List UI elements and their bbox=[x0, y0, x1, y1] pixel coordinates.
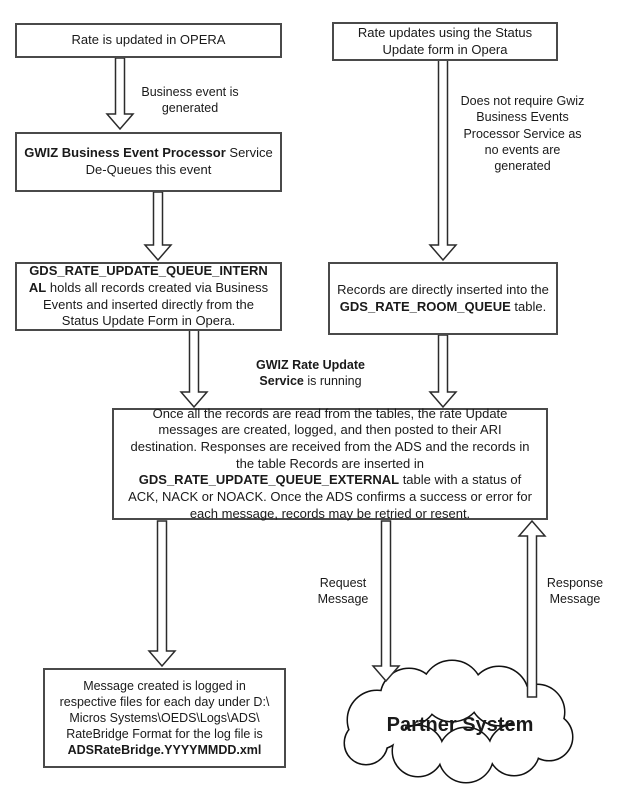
box-log-line2: respective files for each day under D:\ bbox=[59, 695, 270, 709]
box-room-queue-line2 bbox=[340, 299, 546, 316]
label-request-message bbox=[303, 575, 383, 608]
box-central-line1: Once all the records are read from the tables, the rate Update bbox=[152, 405, 508, 421]
label-no-events-line1: Does not require Gwiz bbox=[460, 94, 585, 108]
box-central-line7: each message, records may be retried or resent. bbox=[189, 505, 471, 521]
log-filename-bold: ADSRateBridge.YYYYMMDD.xml bbox=[67, 743, 262, 757]
gwiz-processor-bold: GWIZ Business Event Processor bbox=[24, 145, 226, 161]
queue-internal-bold2: AL bbox=[28, 279, 47, 295]
room-queue-rest: table. bbox=[510, 298, 547, 314]
arrow-internal-to-central-icon bbox=[181, 330, 207, 407]
box-opera-update bbox=[15, 23, 282, 58]
arrow-central-to-log-icon bbox=[149, 521, 175, 666]
label-response-message bbox=[533, 575, 617, 608]
box-queue-internal-line2 bbox=[29, 280, 268, 297]
box-gwiz-processor-line2: De-Queues this event bbox=[85, 162, 212, 177]
label-response-line1: Response bbox=[546, 576, 604, 590]
label-no-events-line4: no events are bbox=[484, 142, 561, 157]
room-queue-bold: GDS_RATE_ROOM_QUEUE bbox=[339, 298, 511, 314]
label-no-events bbox=[450, 93, 595, 174]
queue-internal-bold1: GDS_RATE_UPDATE_QUEUE_INTERN bbox=[29, 263, 268, 279]
label-rate-update-service bbox=[238, 357, 383, 390]
box-gwiz-processor-line1 bbox=[24, 145, 273, 162]
box-status-update-line2: Update form in Opera bbox=[382, 41, 508, 57]
box-opera-update-text: Rate is updated in OPERA bbox=[71, 32, 226, 48]
label-business-event-line2: generated bbox=[161, 101, 219, 116]
box-queue-internal-line3: Events and inserted directly from the bbox=[43, 296, 254, 312]
box-central-line4: the table Records are inserted in bbox=[236, 455, 424, 471]
label-business-event-line1: Business event is bbox=[141, 85, 239, 99]
central-external-rest: table with a status of bbox=[399, 472, 522, 488]
box-queue-internal bbox=[15, 262, 282, 331]
queue-internal-rest2: holds all records created via Business bbox=[46, 279, 269, 295]
rate-update-service-bold1: GWIZ Rate Update bbox=[255, 358, 366, 372]
box-room-queue-line1: Records are directly inserted into the bbox=[337, 281, 549, 297]
arrow-gwiz-to-internal-icon bbox=[145, 192, 171, 260]
rate-update-service-bold2: Service bbox=[259, 374, 304, 389]
label-rate-update-service-line2 bbox=[238, 373, 383, 389]
central-external-bold: GDS_RATE_UPDATE_QUEUE_EXTERNAL bbox=[138, 472, 400, 488]
gwiz-processor-rest: Service bbox=[225, 145, 273, 161]
arrow-response-from-partner-icon bbox=[519, 521, 545, 697]
label-no-events-line5: generated bbox=[494, 159, 551, 173]
label-response-line2: Message bbox=[549, 592, 601, 607]
label-no-events-line2: Business Events bbox=[476, 110, 569, 125]
label-no-events-line3: Processor Service as bbox=[463, 126, 582, 141]
box-log-file bbox=[43, 668, 286, 768]
box-log-line1: Message created is logged in bbox=[83, 679, 246, 693]
label-request-line1: Request bbox=[319, 576, 367, 590]
rate-update-service-rest2: is running bbox=[303, 374, 362, 389]
box-central-line6: ACK, NACK or NOACK. Once the ADS confirms a success or error for bbox=[128, 488, 532, 504]
box-central-line5 bbox=[139, 472, 521, 489]
box-status-update-line1: Rate updates using the Status bbox=[357, 24, 533, 40]
box-gwiz-processor bbox=[15, 132, 282, 192]
box-central-line2: messages are created, logged, and then posted to their ARI bbox=[158, 422, 502, 438]
box-central-line3: destination. Responses are received from the ADS and the records in bbox=[130, 439, 530, 455]
box-queue-internal-line4: Status Update Form in Opera. bbox=[61, 313, 236, 329]
box-log-line3: Micros Systems\OEDS\Logs\ADS\ bbox=[69, 711, 260, 725]
arrow-room-to-central-icon bbox=[430, 335, 456, 407]
box-central-process bbox=[112, 405, 548, 521]
box-status-update bbox=[332, 22, 558, 61]
label-business-event bbox=[125, 84, 255, 117]
box-queue-internal-line1 bbox=[29, 263, 268, 280]
box-room-queue bbox=[328, 262, 558, 335]
box-log-line5 bbox=[68, 742, 262, 758]
label-request-line2: Message bbox=[317, 592, 369, 607]
partner-system-label: Partner System bbox=[386, 714, 534, 736]
label-rate-update-service-line1 bbox=[238, 357, 383, 373]
box-log-line4: RateBridge Format for the log file is bbox=[66, 727, 263, 741]
